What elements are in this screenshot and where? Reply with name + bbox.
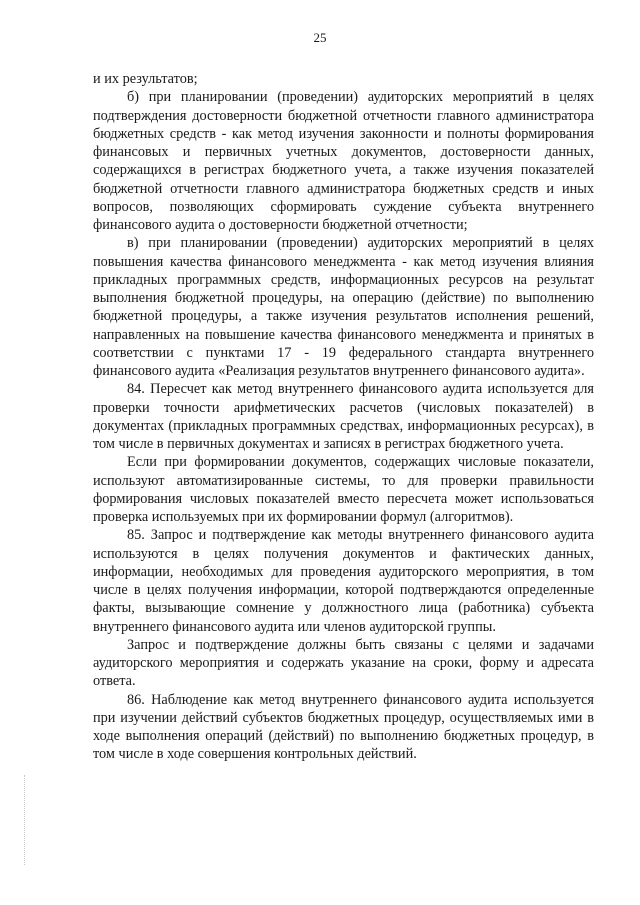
paragraph-item-v: в) при планировании (проведении) аудиторских мероприятий в целях повышения качества финансового менеджмента - как метод изучения влияния прикладных программных средств, информационных ресурсов на результат выполнения бюджетной процедуры, на операцию (действие) по выполнению бюджетной процедуры, а также изучения результатов исполнения решений, направленных на повышение качества финансового менеджмента и принятых в соответствии с пунктами 17 - 19 федерального стандарта внутреннего финансового аудита «Реализация результатов внутреннего финансового аудита». xyxy=(93,235,594,379)
scan-margin-mark xyxy=(24,775,26,865)
paragraph-point-86: 86. Наблюдение как метод внутреннего финансового аудита используется при изучении действий субъектов бюджетных процедур, осуществляемых ими в ходе выполнения операций (действий) по выполнению бюджетных процедур, в том числе в ходе совершения контрольных действий. xyxy=(93,691,594,763)
paragraph-continuation: и их результатов; xyxy=(93,71,198,87)
paragraph-point-84-note: Если при формировании документов, содержащих числовые показатели, используют автоматизированные системы, то для проверки правильности формирования числовых показателей вместо пересчета может использоваться проверка используемых при их формировании формул (алгоритмов). xyxy=(93,454,594,525)
paragraph-point-84: 84. Пересчет как метод внутреннего финансового аудита используется для проверки точности арифметических расчетов (числовых показателей) в документах (прикладных программных средствах, информационных ресурсах), в том числе в первичных документах и записях в регистрах бюджетного учета. xyxy=(93,381,594,452)
paragraph-point-85-note: Запрос и подтверждение должны быть связаны с целями и задачами аудиторского мероприятия и содержать указание на сроки, форму и адресата ответа. xyxy=(93,636,594,690)
body-text xyxy=(93,70,594,764)
paragraph-point-85: 85. Запрос и подтверждение как методы внутреннего финансового аудита используются в целях получения документов и фактических данных, информации, необходимых для проведения аудиторского мероприятия, в том числе в целях получения информации, которой подтверждаются определенные факты, вызывающие сомнение у должностного лица (работника) субъекта внутреннего финансового аудита или членов аудиторской группы. xyxy=(93,527,594,635)
paragraph-item-b: б) при планировании (проведении) аудиторских мероприятий в целях подтверждения достоверности бюджетной отчетности главного администратора бюджетных средств - как метод изучения законности и полноты формирования финансовых и первичных учетных документов, достоверности данных, содержащихся в регистрах бюджетного учета, а также изучения показателей бюджетной отчетности главного администратора бюджетных средств и иных вопросов, позволяющих сформировать суждение субъекта внутреннего финансового аудита о достоверности бюджетной отчетности; xyxy=(93,89,594,233)
page-number: 25 xyxy=(313,30,327,45)
